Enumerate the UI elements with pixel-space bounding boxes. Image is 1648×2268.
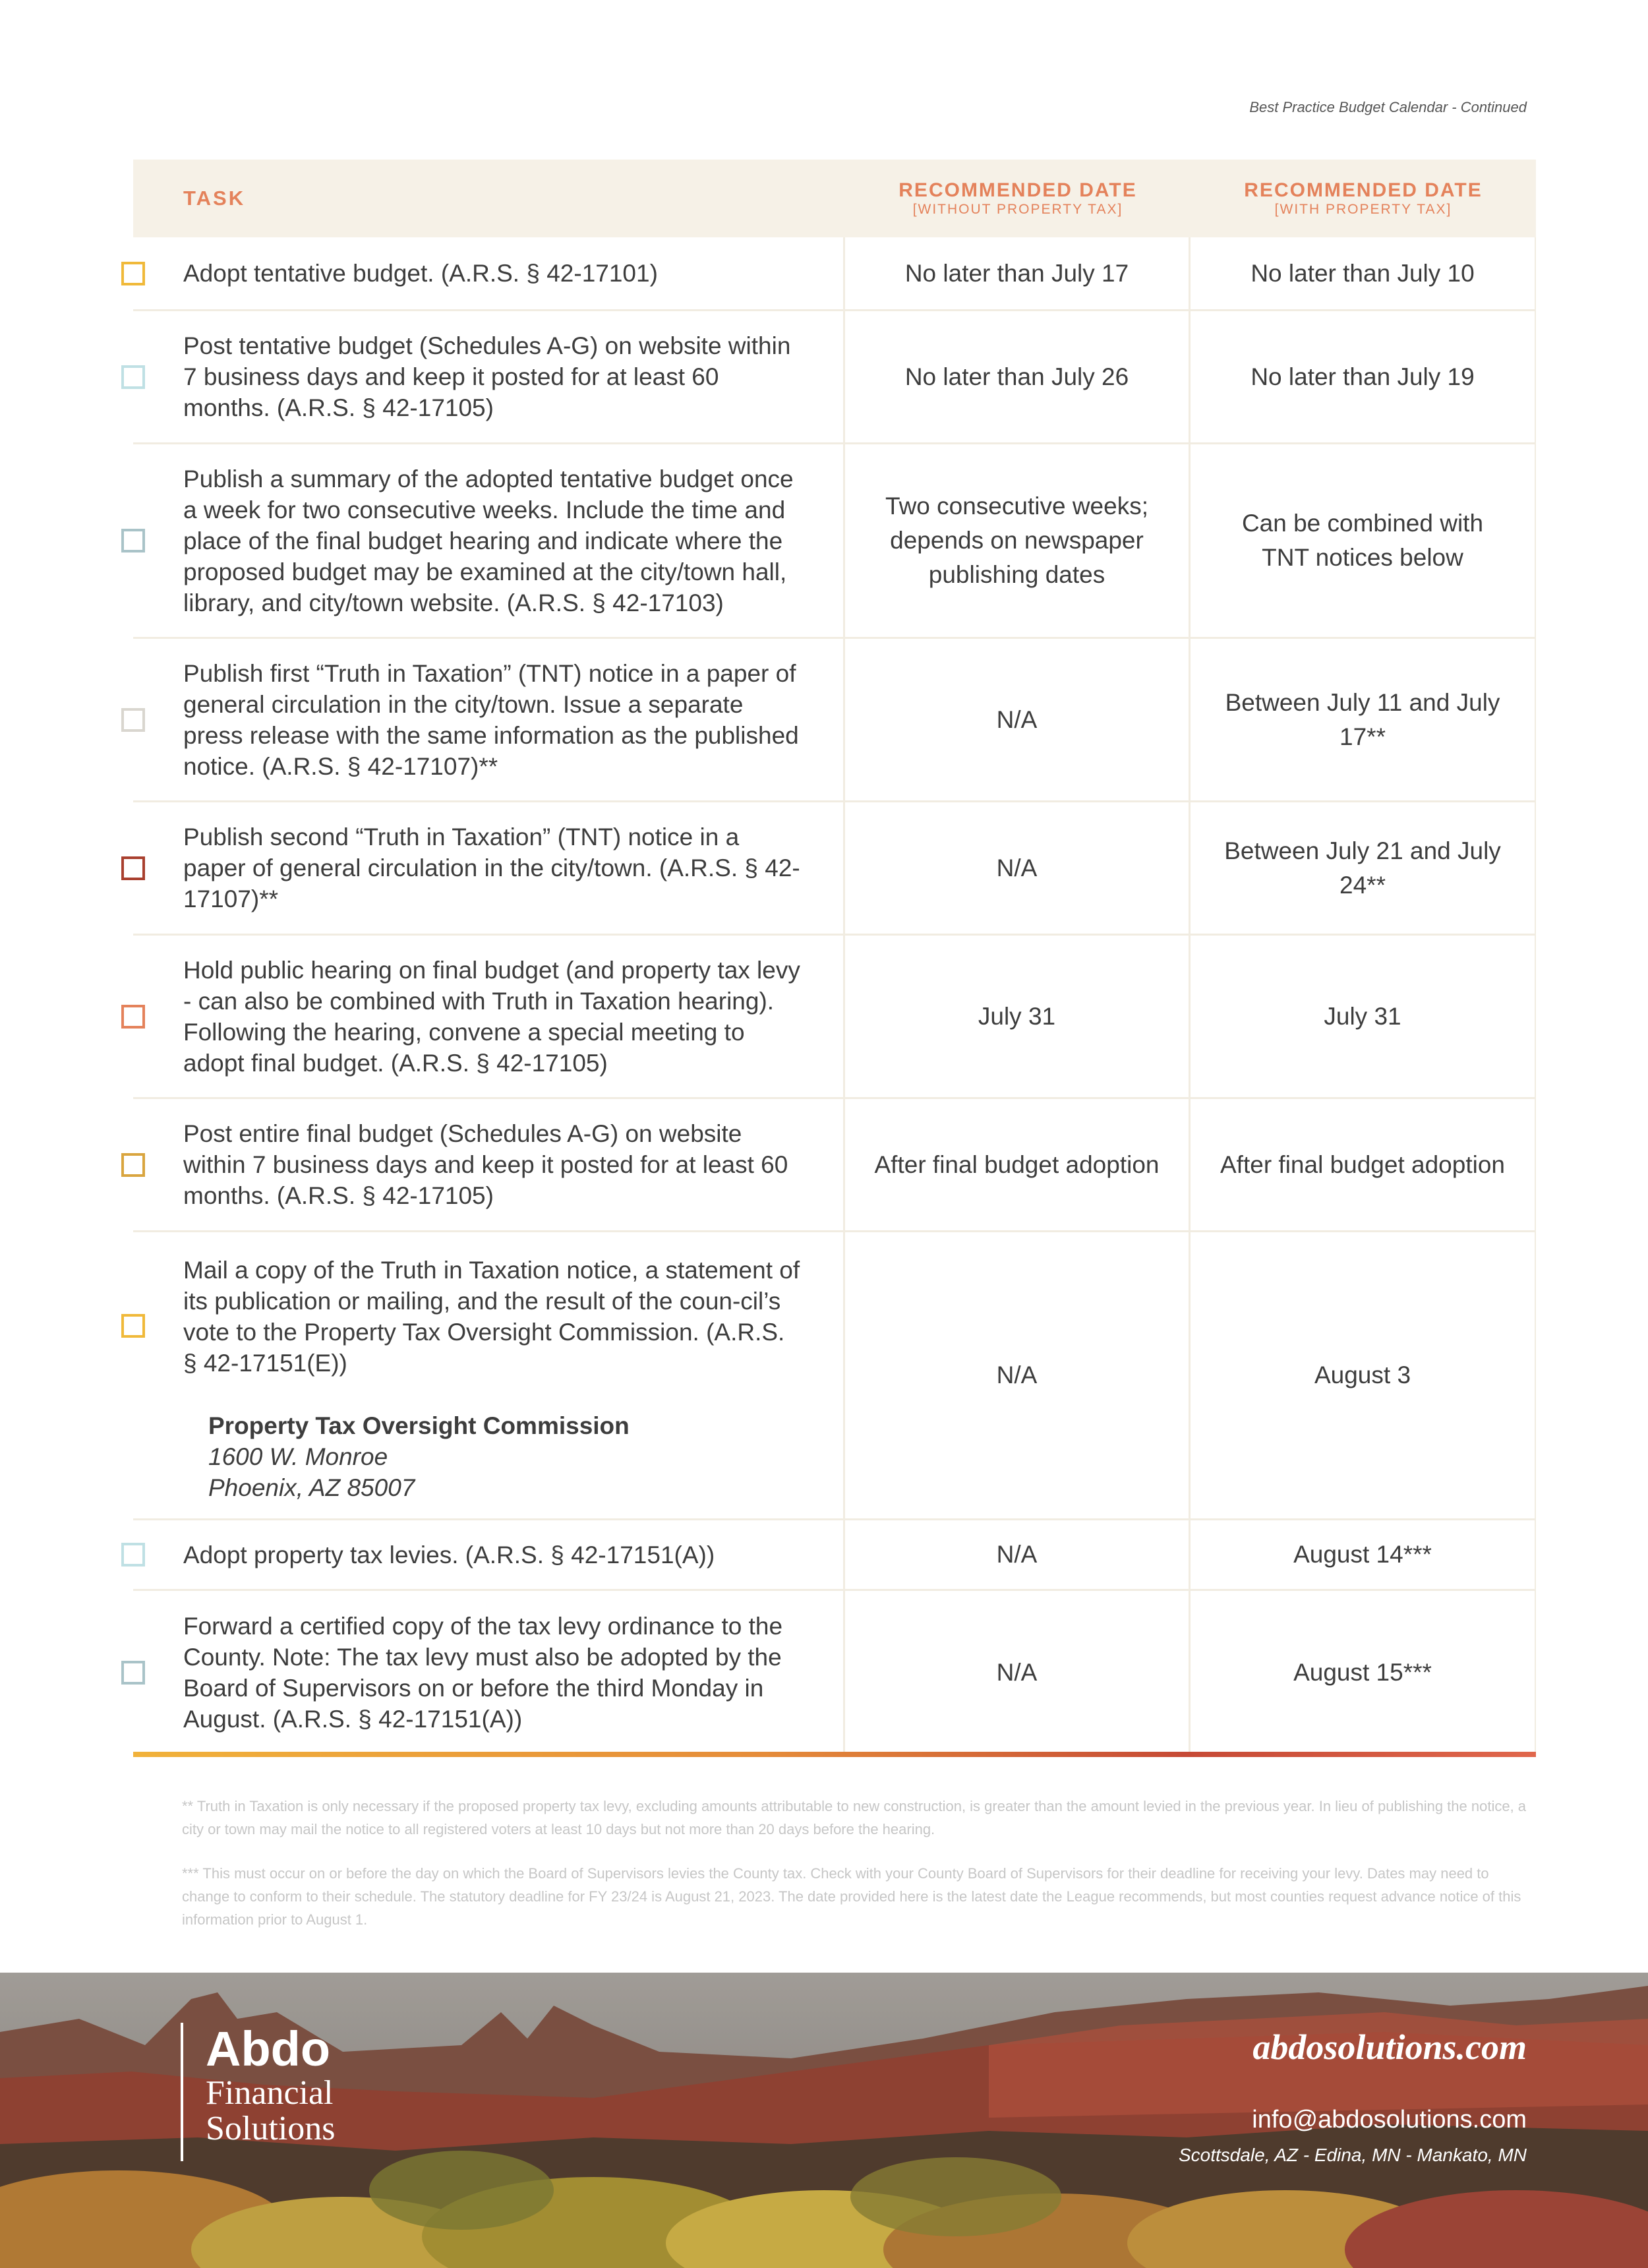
date-without-property-tax: No later than July 26 bbox=[845, 311, 1191, 442]
date-with-property-tax: Can be combined with TNT notices below bbox=[1191, 444, 1536, 637]
task-text: Publish first “Truth in Taxation” (TNT) notice in a paper of general circulation in the city/town. Issue a separate press release with the same information as the published notice. (A.R.S. § 42-17107)** bbox=[133, 639, 845, 800]
footnote-tnt: ** Truth in Taxation is only necessary if the proposed property tax levy, excluding amounts attributable to new construction, is greater than the amount levied in the previous year. In lieu of publishing the notice, a city or town may mail the notice to all registered voters at least 10 days but not more than 20 days before the hearing. bbox=[182, 1798, 1527, 1837]
task-checkbox[interactable] bbox=[121, 1661, 145, 1685]
table-bottom-gradient-rule bbox=[133, 1752, 1536, 1757]
date-without-property-tax: N/A bbox=[845, 1591, 1191, 1754]
date-with-property-tax: July 31 bbox=[1191, 936, 1536, 1097]
task-text-with-address bbox=[133, 1232, 845, 1518]
task-checkbox[interactable] bbox=[121, 1314, 145, 1338]
header-with-property-tax bbox=[1191, 179, 1536, 218]
task-text: Publish second “Truth in Taxation” (TNT) notice in a paper of general circulation in the city/town. (A.R.S. § 42-17107)** bbox=[133, 802, 845, 934]
task-checkbox[interactable] bbox=[121, 529, 145, 552]
page-header-note: Best Practice Budget Calendar - Continued bbox=[1249, 99, 1527, 115]
logo-brand: Abdo bbox=[206, 2021, 331, 2076]
date-with-property-tax: August 3 bbox=[1191, 1232, 1536, 1518]
header-with-main: RECOMMENDED DATE bbox=[1244, 179, 1483, 201]
table-row bbox=[133, 1232, 1536, 1520]
task-checkbox[interactable] bbox=[121, 856, 145, 880]
logo-line-financial: Financial bbox=[206, 2074, 334, 2112]
date-with-property-tax: After final budget adoption bbox=[1191, 1099, 1536, 1230]
date-with-property-tax: Between July 21 and July 24** bbox=[1191, 802, 1536, 934]
footer-banner bbox=[0, 1973, 1648, 2268]
footnote-county-tax: *** This must occur on or before the day on which the Board of Supervisors levies the County tax. Check with your County Board of Supervisors for their deadline for receiving your levy. Dates may need to change to conform to their schedule. The statutory deadline for FY 23/24 is August 21, 2023. The date provided here is the latest date the League recommends, but most counties request advance notice of this information prior to August 1. bbox=[182, 1865, 1521, 1928]
date-without-property-tax: N/A bbox=[845, 639, 1191, 800]
table-header bbox=[133, 160, 1536, 237]
office-locations: Scottsdale, AZ - Edina, MN - Mankato, MN bbox=[1178, 2145, 1527, 2165]
header-with-sub: [WITH PROPERTY TAX] bbox=[1274, 202, 1452, 217]
contact-info bbox=[1179, 2027, 1527, 2166]
header-without-main: RECOMMENDED DATE bbox=[898, 179, 1137, 201]
date-with-property-tax: No later than July 10 bbox=[1191, 237, 1536, 309]
table-row bbox=[133, 1099, 1536, 1232]
address-street: 1600 W. Monroe bbox=[208, 1443, 388, 1470]
footnotes bbox=[182, 1795, 1527, 1931]
date-without-property-tax: N/A bbox=[845, 1520, 1191, 1589]
task-text: Publish a summary of the adopted tentative budget once a week for two consecutive weeks. Include the time and place of the final budget hearing and indicate where the proposed budget may be examined at the city/town hall, library, and city/town website. (A.R.S. § 42-17103) bbox=[133, 444, 845, 637]
budget-calendar-table bbox=[133, 160, 1536, 1754]
date-without-property-tax: N/A bbox=[845, 1232, 1191, 1518]
address-organization: Property Tax Oversight Commission bbox=[208, 1412, 630, 1439]
task-text: Adopt property tax levies. (A.R.S. § 42-17151(A)) bbox=[133, 1520, 845, 1589]
table-row bbox=[133, 444, 1536, 639]
task-text: Forward a certified copy of the tax levy ordinance to the County. Note: The tax levy must also be adopted by the Board of Supervisors on or before the third Monday in August. (A.R.S. § 42-17151(A)) bbox=[133, 1591, 845, 1754]
website-link[interactable]: abdosolutions.com bbox=[1252, 2027, 1527, 2067]
task-checkbox[interactable] bbox=[121, 365, 145, 389]
date-without-property-tax: No later than July 17 bbox=[845, 237, 1191, 309]
date-without-property-tax: Two consecutive weeks; depends on newspaper publishing dates bbox=[845, 444, 1191, 637]
date-with-property-tax: August 15*** bbox=[1191, 1591, 1536, 1754]
date-without-property-tax: N/A bbox=[845, 802, 1191, 934]
date-with-property-tax: No later than July 19 bbox=[1191, 311, 1536, 442]
table-row bbox=[133, 802, 1536, 936]
date-with-property-tax: August 14*** bbox=[1191, 1520, 1536, 1589]
logo-line-solutions: Solutions bbox=[206, 2110, 336, 2147]
table-row bbox=[133, 639, 1536, 802]
task-text: Hold public hearing on final budget (and property tax levy - can also be combined with Truth in Taxation hearing). Following the hearing, convene a special meeting to adopt final budget. (A.R.S. § 42-17105) bbox=[133, 936, 845, 1097]
task-text: Mail a copy of the Truth in Taxation notice, a statement of its publication or mailing, and the result of the coun-cil’s vote to the Property Tax Oversight Commission. (A.R.S. § 42-17151(E)) bbox=[183, 1257, 800, 1377]
task-text: Post entire final budget (Schedules A-G) on website within 7 business days and keep it posted for at least 60 months. (A.R.S. § 42-17105) bbox=[133, 1099, 845, 1230]
abdo-logo bbox=[181, 2023, 336, 2161]
mailing-address bbox=[183, 1410, 804, 1503]
header-without-property-tax bbox=[845, 179, 1191, 218]
table-row bbox=[133, 1591, 1536, 1754]
date-with-property-tax: Between July 11 and July 17** bbox=[1191, 639, 1536, 800]
table-row bbox=[133, 311, 1536, 444]
task-checkbox[interactable] bbox=[121, 1153, 145, 1177]
header-without-sub: [WITHOUT PROPERTY TAX] bbox=[912, 202, 1123, 217]
header-task: TASK bbox=[183, 187, 246, 210]
address-city: Phoenix, AZ 85007 bbox=[208, 1474, 415, 1501]
task-checkbox[interactable] bbox=[121, 708, 145, 732]
task-text: Post tentative budget (Schedules A-G) on website within 7 business days and keep it posted for at least 60 months. (A.R.S. § 42-17105) bbox=[133, 311, 845, 442]
task-checkbox[interactable] bbox=[121, 262, 145, 285]
date-without-property-tax: July 31 bbox=[845, 936, 1191, 1097]
task-checkbox[interactable] bbox=[121, 1543, 145, 1567]
email-link[interactable]: info@abdosolutions.com bbox=[1252, 2106, 1527, 2134]
table-row bbox=[133, 1520, 1536, 1591]
table-row bbox=[133, 936, 1536, 1099]
task-text: Adopt tentative budget. (A.R.S. § 42-17101) bbox=[133, 237, 845, 309]
date-without-property-tax: After final budget adoption bbox=[845, 1099, 1191, 1230]
table-row bbox=[133, 237, 1536, 311]
task-checkbox[interactable] bbox=[121, 1005, 145, 1029]
